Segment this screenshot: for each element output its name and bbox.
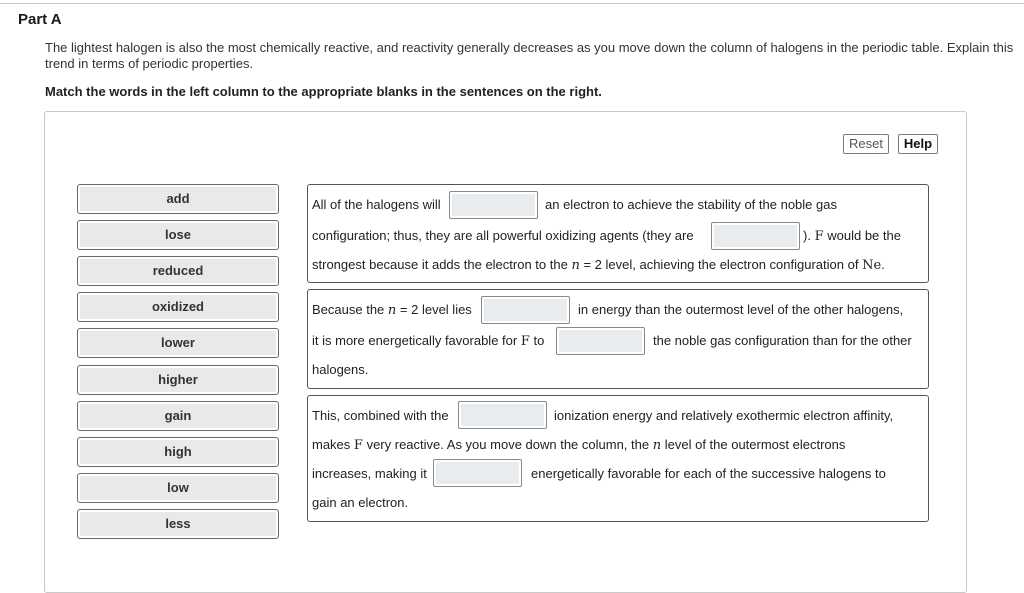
sentence-text: = 2 level lies <box>399 302 472 317</box>
sentence-text: . <box>881 257 885 272</box>
sentence-text: very reactive. As you move down the column, the <box>366 437 650 452</box>
reset-button[interactable]: Reset <box>843 134 889 154</box>
sentence-text: ionization energy and relatively exothermic electron affinity, <box>554 408 894 423</box>
n-variable: n <box>387 303 397 318</box>
drop-blank-6[interactable] <box>433 459 522 487</box>
question-text: The lightest halogen is also the most chemically reactive, and reactivity generally decreases as you move down the column of halogens in the periodic table. Explain this trend in terms of periodic properties. <box>45 40 1014 71</box>
fluorine-symbol: F <box>353 438 363 453</box>
sentence-text: = 2 level, achieving the electron configuration of <box>583 257 859 272</box>
sentence-text <box>312 333 544 350</box>
word-tile-add[interactable]: add <box>77 184 279 214</box>
drop-blank-5[interactable] <box>458 401 547 429</box>
word-tile-gain[interactable]: gain <box>77 401 279 431</box>
sentence-box-3 <box>307 395 929 522</box>
drop-blank-4[interactable] <box>556 327 645 355</box>
drop-blank-3[interactable] <box>481 296 570 324</box>
word-tile-oxidized[interactable]: oxidized <box>77 292 279 322</box>
word-tile-lose[interactable]: lose <box>77 220 279 250</box>
sentence-text: in energy than the outermost level of the other halogens, <box>578 302 904 317</box>
sentence-text: would be the <box>827 228 901 243</box>
help-button[interactable]: Help <box>898 134 938 154</box>
word-tile-less[interactable]: less <box>77 509 279 539</box>
drop-blank-1[interactable] <box>449 191 538 219</box>
sentence-text: makes <box>312 437 351 452</box>
sentence-text <box>312 257 885 274</box>
drop-blank-2[interactable] <box>711 222 800 250</box>
word-tile-high[interactable]: high <box>77 437 279 467</box>
word-tile-higher[interactable]: higher <box>77 365 279 395</box>
sentence-text: increases, making it <box>312 466 427 481</box>
instruction-text: Match the words in the left column to the appropriate blanks in the sentences on the right. <box>45 84 602 99</box>
sentence-text: strongest because it adds the electron to the <box>312 257 568 272</box>
sentence-text: level of the outermost electrons <box>664 437 846 452</box>
word-tile-lower[interactable]: lower <box>77 328 279 358</box>
n-variable: n <box>652 438 662 453</box>
sentence-text: gain an electron. <box>312 495 409 510</box>
neon-symbol: Ne <box>862 258 882 273</box>
n-variable: n <box>571 258 580 273</box>
part-title: Part A <box>18 11 62 28</box>
word-tile-low[interactable]: low <box>77 473 279 503</box>
sentence-text: configuration; thus, they are all powerful oxidizing agents (they are <box>312 228 694 243</box>
fluorine-symbol: F <box>520 334 530 349</box>
sentence-text <box>803 228 901 245</box>
sentence-text: an electron to achieve the stability of the noble gas <box>545 197 837 212</box>
sentence-text: the noble gas configuration than for the other <box>653 333 912 348</box>
sentence-text: ). <box>803 228 811 243</box>
sentence-box-2 <box>307 289 929 389</box>
word-tile-reduced[interactable]: reduced <box>77 256 279 286</box>
sentence-text: halogens. <box>312 362 369 377</box>
sentence-text: energetically favorable for each of the successive halogens to <box>531 466 886 481</box>
sentence-box-1 <box>307 184 929 283</box>
sentence-text: This, combined with the <box>312 408 449 423</box>
sentence-text <box>312 437 845 454</box>
sentence-text: it is more energetically favorable for <box>312 333 518 348</box>
sentence-text: All of the halogens will <box>312 197 441 212</box>
sentence-text <box>312 302 472 319</box>
sentence-text: to <box>533 333 545 348</box>
top-divider <box>0 3 1024 4</box>
sentence-text: Because the <box>312 302 385 317</box>
fluorine-symbol: F <box>814 229 824 244</box>
